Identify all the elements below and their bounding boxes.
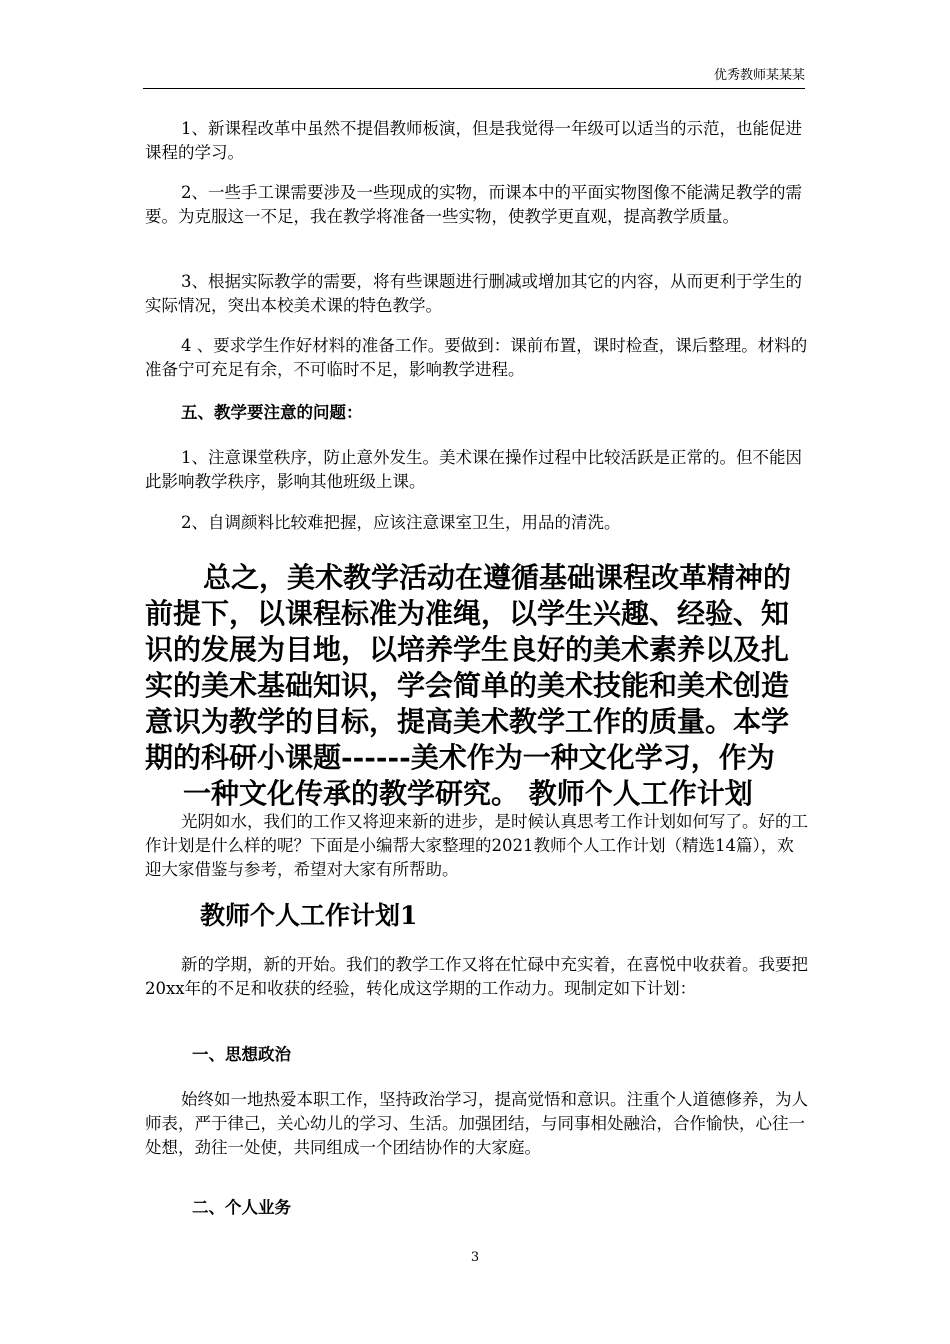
paragraph-6: 2、自调颜料比较难把握，应该注意课室卫生，用品的清洗。 bbox=[181, 513, 621, 532]
paragraph-2: 2、一些手工课需要涉及一些现成的实物，而课本中的平面实物图像不能满足教学的需要。为克服这一不足，我在教学将准备一些实物，使教学更直观，提高教学质量。 bbox=[145, 183, 802, 226]
summary-tail: 一种文化传承的教学研究。 教师个人工作计划 bbox=[183, 777, 753, 810]
paragraph-8: 始终如一地热爱本职工作，坚持政治学习，提高觉悟和意识。注重个人道德修养，为人师表，严于律己，关心幼儿的学习、生活。加强团结，与同事相处融洽，合作愉快，心往一处想，劲往一处使，共同组成一个团结协作的大家庭。 bbox=[145, 1090, 808, 1157]
header-text: 优秀教师某某某 bbox=[713, 68, 805, 83]
paragraph-5: 1、注意课堂秩序，防止意外发生。美术课在操作过程中比较活跃是正常的。但不能因此影响教学秩序，影响其他班级上课。 bbox=[145, 448, 802, 491]
page-number: 3 bbox=[470, 1250, 480, 1265]
plan-title-1: 教师个人工作计划1 bbox=[200, 901, 418, 930]
paragraph-1: 1、新课程改革中虽然不提倡教师板演，但是我觉得一年级可以适当的示范，也能促进课程的学习。 bbox=[145, 119, 802, 162]
paragraph-7: 新的学期，新的开始。我们的教学工作又将在忙碌中充实着，在喜悦中收获着。我要把20xx年的不足和收获的经验，转化成这学期的工作动力。现制定如下计划： bbox=[145, 955, 808, 998]
section-heading-5: 五、教学要注意的问题： bbox=[181, 403, 363, 422]
paragraph-3: 3、根据实际教学的需要，将有些课题进行删减或增加其它的内容，从而更利于学生的实际情况，突出本校美术课的特色教学。 bbox=[145, 272, 802, 315]
summary-paragraph bbox=[145, 560, 811, 812]
section-heading-1: 一、思想政治 bbox=[192, 1045, 291, 1064]
summary-text: 总之，美术教学活动在遵循基础课程改革精神的前提下，以课程标准为准绳，以学生兴趣、经验、知识的发展为目地，以培养学生良好的美术素养以及扎实的美术基础知识，学会简单的美术技能和美术创造意识为教学的目标，提高美术教学工作的质量。本学期的科研小课题------美术作为一种文化学习，作为 bbox=[145, 561, 792, 774]
page-header bbox=[143, 68, 805, 89]
section-heading-2: 二、个人业务 bbox=[192, 1198, 291, 1217]
paragraph-4: 4 、要求学生作好材料的准备工作。要做到：课前布置，课时检查，课后整理。材料的准备宁可充足有余，不可临时不足，影响教学进程。 bbox=[145, 336, 808, 379]
intro-paragraph: 光阴如水，我们的工作又将迎来新的进步，是时候认真思考工作计划如何写了。好的工作计划是什么样的呢？下面是小编帮大家整理的2021教师个人工作计划（精选14篇），欢迎大家借鉴与参考，希望对大家有所帮助。 bbox=[145, 812, 808, 879]
